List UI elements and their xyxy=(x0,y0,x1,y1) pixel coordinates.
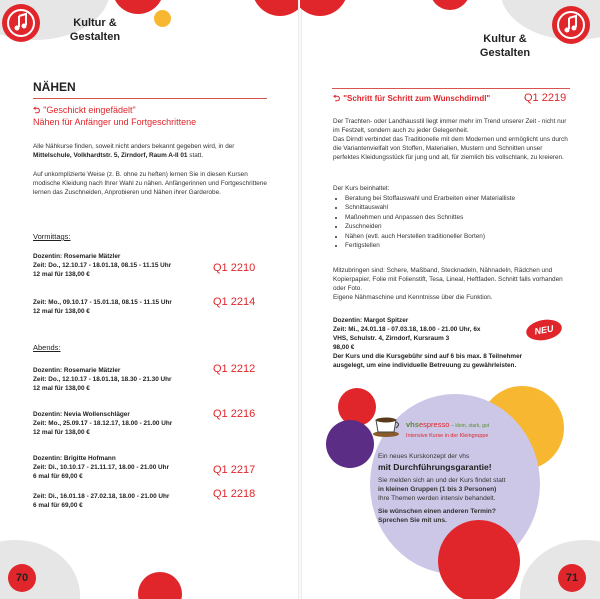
entry-time: Zeit: Mo., 09.10.17 - 15.01.18, 08.15 - 11.15 Uhr xyxy=(33,299,172,306)
promo-headline: mit Durchführungsgarantie! xyxy=(378,462,492,472)
schedule-entry xyxy=(33,366,213,393)
dozent: Dozentin: Margot Spitzer xyxy=(333,317,409,324)
arrow-icon: ⮌ xyxy=(33,105,41,115)
course-time: Zeit: Mi., 24.01.18 - 07.03.18, 18.00 - 21.00 Uhr, 6x xyxy=(333,326,481,333)
course-title: "Schritt für Schritt zum Wunschdirndl" xyxy=(343,94,491,103)
list-item: • Beratung bei Stoffauswahl und Erarbeiten einer Materialliste xyxy=(345,194,575,203)
brand-tagline: – klein, stark, gut xyxy=(451,423,490,429)
promo-line: Ein neues Kurskonzept der vhs xyxy=(378,453,470,460)
schedule-entry xyxy=(33,252,213,279)
arrow-icon: ⮌ xyxy=(333,93,341,103)
entry-time: Zeit: Mo., 25.09.17 - 18.12.17, 18.00 - 21.00 Uhr xyxy=(33,420,173,427)
promo-brand xyxy=(406,420,536,441)
promo-line: Sprechen Sie mit uns. xyxy=(378,517,447,524)
deco-purple-circle xyxy=(326,420,374,468)
promo-line: Sie wünschen einen anderen Termin? xyxy=(378,508,496,515)
brand-espresso: espresso xyxy=(418,420,450,429)
entry-time: Zeit: Do., 12.10.17 - 18.01.18, 18.30 - 21.30 Uhr xyxy=(33,376,172,383)
entry-price: 12 mal für 138,00 € xyxy=(33,271,90,278)
description-paragraph: Das Dirndl verbindet das Traditionelle mit dem Modernen und ermöglicht uns durch die Variantenvielfalt von Stoffen, Materialien, Mustern und Schnitten unser perfektes Kleidungsstück für jung und alt, für ziemlich bis vollschlank, zu kreieren. xyxy=(333,136,568,161)
promo-body xyxy=(378,452,528,525)
description-paragraph: Auf unkomplizierte Weise (z. B. ohne zu heften) lernen Sie in diesen Kursen modische Kleidung nach Ihrer Wahl zu nähen. Anfängerinnen und Fortgeschrittene lernen das Zuschneiden, Anprobieren und Nähen ihrer Garderobe. xyxy=(33,171,267,196)
course-details xyxy=(333,316,538,370)
deco-red-top-mid-circle xyxy=(430,0,470,10)
course-content-list xyxy=(333,194,575,250)
entry-dozent: Dozentin: Nevia Wollenschläger xyxy=(33,411,130,418)
entry-price: 6 mal für 69,00 € xyxy=(33,502,83,509)
course-code: Q1 2210 xyxy=(213,262,256,274)
intro-location: Mittelschule, Volkhardtstr. 5, Zirndorf, Raum A-II 01 xyxy=(33,152,188,159)
entry-time: Zeit: Di., 10.10.17 - 21.11.17, 18.00 - 21.00 Uhr xyxy=(33,464,170,471)
schedule-entry xyxy=(33,454,213,481)
course-title: "Geschickt eingefädelt" xyxy=(43,105,136,115)
schedule-entry xyxy=(33,492,213,510)
entry-time: Zeit: Do., 12.10.17 - 18.01.18, 08.15 - 11.15 Uhr xyxy=(33,262,172,269)
list-item: • Zuschneiden xyxy=(345,222,575,231)
promo-line: in kleinen Gruppen (1 bis 3 Personen) xyxy=(378,486,497,493)
section-rule xyxy=(332,88,570,89)
intro-paragraph: Der Trachten- oder Landhausstil liegt immer mehr im Trend unserer Zeit - nicht nur im Festzelt, sondern auch zu jeder Gelegenheit. xyxy=(333,118,567,134)
evening-label: Abends: xyxy=(33,343,61,352)
intro-end: statt. xyxy=(187,152,204,159)
list-item: • Maßnehmen und Anpassen des Schnittes xyxy=(345,213,575,222)
music-note-icon xyxy=(2,4,40,42)
deco-red-top-right-circle xyxy=(252,0,300,16)
list-item: • Schnittauswahl xyxy=(345,203,575,212)
list-item: • Fertigstellen xyxy=(345,241,575,250)
deco-red-bottom-circle xyxy=(138,572,182,599)
machine-paragraph: Eigene Nähmaschine und Kenntnisse über die Funktion. xyxy=(333,294,493,301)
music-note-icon xyxy=(552,6,590,44)
right-page xyxy=(300,0,600,599)
entry-time: Zeit: Di., 16.01.18 - 27.02.18, 18.00 - 21.00 Uhr xyxy=(33,493,170,500)
promo-line: Sie melden sich an und der Kurs findet statt xyxy=(378,477,506,484)
brand-vhs: vhs xyxy=(406,420,419,429)
course-place: VHS, Schulstr. 4, Zirndorf, Kursraum 3 xyxy=(333,335,450,342)
music-badge-icon xyxy=(552,6,590,44)
course-code: Q1 2216 xyxy=(213,408,256,420)
course-price: 98,00 € xyxy=(333,344,355,351)
entry-dozent: Dozentin: Brigitte Hofmann xyxy=(33,455,116,462)
entry-price: 6 mal für 69,00 € xyxy=(33,473,83,480)
course-subtitle: Nähen für Anfänger und Fortgeschrittene xyxy=(33,117,197,127)
page-number: 71 xyxy=(558,564,586,592)
list-item: • Nähen (evtl. auch Herstellen traditioneller Borten) xyxy=(345,232,575,241)
course-header xyxy=(333,92,533,105)
course-code: Q1 2214 xyxy=(213,296,256,308)
schedule-entry xyxy=(33,298,213,316)
section-title: Kultur & Gestalten xyxy=(479,33,531,59)
materials-paragraph: Mitzubringen sind: Schere, Maßband, Stecknadeln, Nähnadeln, Rädchen und Kopierpapier, Folie mit Folienstift, Tesa, Lineal, Heftfaden. Schnitt falls vorhanden oder Foto. xyxy=(333,267,563,292)
deco-red-top-left-circle xyxy=(300,0,348,16)
music-badge-icon xyxy=(2,4,40,42)
course-note: Der Kurs und die Kursgebühr sind auf 6 bis max. 8 Teilnehmer ausgelegt, um eine individuelle Betreuung zu gewährleisten. xyxy=(333,353,523,369)
list-label: Der Kurs beinhaltet: xyxy=(333,185,390,192)
entry-price: 12 mal für 138,00 € xyxy=(33,385,90,392)
entry-price: 12 mal für 138,00 € xyxy=(33,429,90,436)
deco-yellow-top-circle xyxy=(154,10,171,27)
intro-paragraph xyxy=(33,142,269,160)
entry-price: 12 mal für 138,00 € xyxy=(33,308,90,315)
course-code: Q1 2212 xyxy=(213,363,256,375)
brand-tagline-2: Intensive Kurse in der Kleingruppe xyxy=(406,433,489,439)
schedule-entry xyxy=(33,410,213,437)
promo-line: Ihre Themen werden intensiv behandelt. xyxy=(378,495,496,502)
page-number: 70 xyxy=(8,564,36,592)
page-heading: NÄHEN xyxy=(33,80,76,94)
morning-label: Vormittags: xyxy=(33,232,71,241)
course-code: Q1 2217 xyxy=(213,464,256,476)
intro-text: Alle Nähkurse finden, soweit nicht anders bekannt gegeben wird, in der xyxy=(33,143,235,150)
entry-dozent: Dozentin: Rosemarie Mätzler xyxy=(33,367,121,374)
course-code: Q1 2219 xyxy=(524,92,567,104)
coffee-cup-icon xyxy=(372,412,402,438)
course-code: Q1 2218 xyxy=(213,488,256,500)
entry-dozent: Dozentin: Rosemarie Mätzler xyxy=(33,253,121,260)
new-badge: NEU xyxy=(525,317,564,343)
section-title: Kultur & Gestalten xyxy=(69,17,121,43)
heading-rule xyxy=(33,98,267,99)
deco-red-bottom-circle xyxy=(438,520,520,599)
course-header xyxy=(33,104,273,128)
